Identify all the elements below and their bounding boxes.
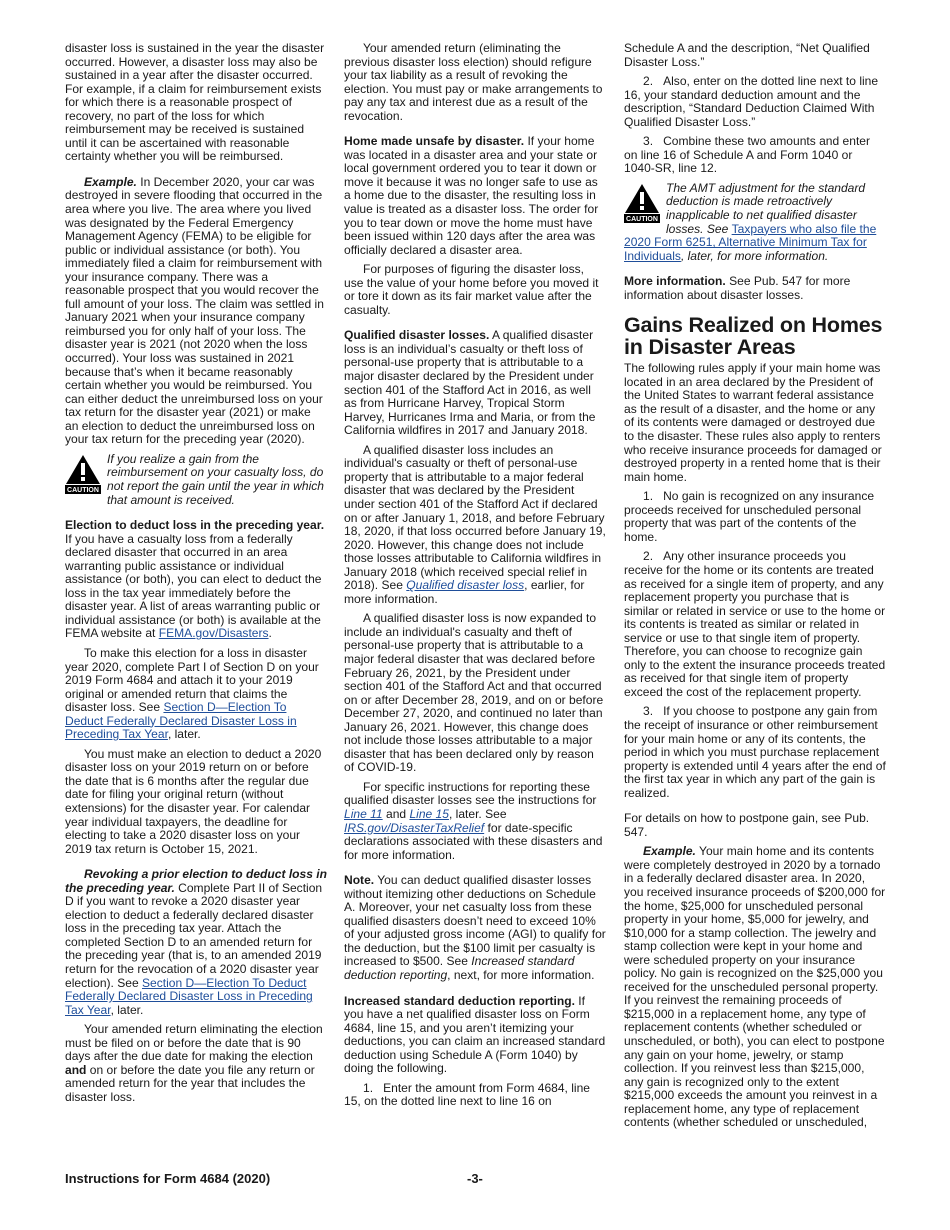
paragraph: You must make an election to deduct a 2020 disaster loss on your 2019 return on or before the date that is 6 months after the regular due date for filing your original return (without extensions) for the disaster year. For calendar year individual taxpayers, the deadline for electing to take a 2020 disaster loss on your 2019 tax return is October 15, 2021. <box>65 746 322 856</box>
caution-icon <box>65 454 101 494</box>
line-11-link[interactable]: Line 11 <box>344 806 383 821</box>
list-item: 2. Any other insurance proceeds you receive for the home or its contents are treated as received for a single item of property, and any replacement property you purchase that is similar or related in service or use to the home or its contents is treated as similar or related in service or use to that single item of property. Therefore, you can choose to recognize gain only to the extent the insurance proceeds treated as received for that single item of property exceed the cost of the replacement property. <box>624 549 886 699</box>
paragraph: The following rules apply if your main home was located in an area declared by the President of the United States to warrant federal assistance as the result of a disaster, and the home or any of its contents were damaged or destroyed due to the disaster. These rules also apply to renters who receive insurance proceeds for damaged or destroyed property in a rented home that is their main home. <box>624 361 882 484</box>
fema-link[interactable]: FEMA.gov/Disasters <box>158 626 269 641</box>
revoke-paragraph: Revoking a prior election to deduct loss in the preceding year. Complete Part II of Section D if you want to revoke a 2020 disaster year election to deduct a federally declared disaster loss in the preceding tax year. Attach the completed Section D to an amended return for the preceding year (that is, to an amended 2019 return for the revocation of a 2020 disaster year election). See Section D—Election To Deduct Federally Declared Disaster Loss in Preceding Tax Year, later. <box>65 867 327 1017</box>
paragraph: disaster loss is sustained in the year the disaster occurred. However, a disaster loss may also be sustained in a year after the disaster occurred. For example, if a claim for reimbursement exists for which there is a reasonable prospect of recovery, no part of the loss for which reimbursement may be received is sustained until it can be ascertained with reasonable certainty whether you will be reimbursed. <box>65 41 325 164</box>
page-number: -3- <box>467 1171 483 1186</box>
caution-note <box>624 182 886 263</box>
section-heading: Gains Realized on Homes in Disaster Areas <box>624 313 883 360</box>
column-2 <box>344 42 606 1115</box>
paragraph: Your amended return eliminating the election must be filed on or before the date that is 90 days after the due date for making the election and on or before the date you file any return or amended return for the year that includes the disaster loss. <box>65 1022 323 1104</box>
section-d-link[interactable]: Section D—Election To Deduct Federally Declared Disaster Loss in Preceding Tax Year <box>65 700 297 742</box>
qualified-disaster-loss-link[interactable]: Qualified disaster loss <box>406 578 525 593</box>
form-6251-link[interactable]: Taxpayers who also file the 2020 Form 6251, Alternative Minimum Tax for Individuals <box>624 221 877 263</box>
caution-icon-label: CAUTION <box>67 487 99 494</box>
paragraph: Your amended return (eliminating the previous disaster loss election) should refigure your tax liability as a result of revoking the election. You must pay or make arrangements to pay any tax and interest due as a result of the revocation. <box>344 41 603 123</box>
caution-icon <box>624 183 660 223</box>
paragraph: For details on how to postpone gain, see Pub. 547. <box>624 811 870 839</box>
paragraph: Schedule A and the description, “Net Qualified Disaster Loss.” <box>624 41 870 69</box>
increased-deduction-heading: Increased standard deduction reporting. <box>344 993 575 1008</box>
note-paragraph: Note. You can deduct qualified disaster losses without itemizing other deductions on Schedule A. Moreover, your net casualty loss from these qualified disasters doesn’t need to exceed 10% of your adjusted gross income (AGI) to qualify for the deduction, but the $100 limit per casualty is increased to $500. See Increased standard deduction reporting, next, for more information. <box>344 873 606 982</box>
column-1 <box>65 42 327 1110</box>
revoke-heading: Revoking a prior election to deduct loss in the preceding year. <box>65 867 327 895</box>
caution-note <box>65 453 327 507</box>
caution-text: The AMT adjustment for the standard deduction is made retroactively inapplicable to net qualified disaster losses. See Taxpayers who also file the 2020 Form 6251, Alternative Minimum Tax for Individuals, later, for more information. <box>624 180 877 263</box>
increased-deduction-paragraph: Increased standard deduction reporting. If you have a net qualified disaster loss on Form 4684, line 15, and you aren’t itemizing your deductions, you can claim an increased standard deduction using Schedule A (Form 1040) by doing the following. <box>344 993 606 1076</box>
home-unsafe-heading: Home made unsafe by disaster. <box>344 134 525 149</box>
paragraph: For purposes of figuring the disaster loss, use the value of your home before you moved it or tore it down as its fair market value after the casualty. <box>344 262 599 317</box>
home-unsafe-paragraph: Home made unsafe by disaster. If your home was located in a disaster area and your state or local government ordered you to tear it down or move it because it was no longer safe to use as a home due to the disaster, the resulting loss in value is treated as a disaster loss. The order for you to tear down or move the home must have been issued within 120 days after the area was officially declared a disaster area. <box>344 134 599 257</box>
more-info-paragraph: More information. See Pub. 547 for more information about disaster losses. <box>624 274 851 302</box>
section-d-link[interactable]: Section D—Election To Deduct Federally Declared Disaster Loss in Preceding Tax Year <box>65 975 313 1017</box>
caution-icon-label: CAUTION <box>626 216 658 223</box>
paragraph: A qualified disaster loss is now expanded to include an individual's casualty and theft of personal-use property that is attributable to a major federal disaster that was declared before February 26, 2021, by the President under section 401 of the Stafford Act and that occurred on or after December 28, 2019, and on or before December 27, 2020, and continued no later than January 26, 2021. However, this change does not include those losses attributable to a major disaster that has been declared only by reason of COVID-19. <box>344 611 604 775</box>
election-paragraph: Election to deduct loss in the preceding year. If you have a casualty loss from a federally declared disaster that occurred in an area warranting public assistance or individual assistance (or both), you can elect to deduct the loss in the tax year immediately before the disaster year. A list of areas warranting public or individual assistance (or both) is available at the FEMA website at FEMA.gov/Disasters. <box>65 518 325 641</box>
footer-title: Instructions for Form 4684 (2020) <box>65 1171 271 1186</box>
list-item: 3. If you choose to postpone any gain from the receipt of insurance or other reimbursement for your main home or any of its contents, the period in which you must purchase replacement property is extended until 4 years after the end of the first tax year in which any part of the gain is realized. <box>624 704 886 800</box>
qualified-paragraph: Qualified disaster losses. A qualified disaster loss is an individual’s casualty or theft loss of personal-use property that is attributable to a major disaster declared by the President under section 401 of the Stafford Act in 2016, as well as from Hurricane Harvey, Tropical Storm Harvey, Hurricanes Irma and Maria, or from the California wildfires in 2017 and January 2018. <box>344 328 596 438</box>
list-item: 1. Enter the amount from Form 4684, line 15, on the dotted line next to line 16 on <box>344 1080 590 1109</box>
example-label: Example. <box>643 844 696 859</box>
example-paragraph: Example. Your main home and its contents were completely destroyed in 2020 by a tornado in a federally declared disaster area. In 2020, you received insurance proceeds of $200,000 for the home, $25,000 for unscheduled personal property in your home, $5,000 for jewelry, and $10,000 for a stamp collection. The jewelry and stamp collection were kept in your home and were scheduled property on your insurance policy. No gain is recognized on the $25,000 you received for the unscheduled personal property. If you reinvest the remaining proceeds of $215,000 in a replacement home, any type of replacement contents (whether scheduled or unscheduled, or both), you can elect to postpone any gain on your home, jewelry, or stamp collection. If you reinvest less than $215,000, any gain is recognized only to the extent $215,000 exceeds the amount you reinvest in a replacement home, any type of replacement contents (whether scheduled or unscheduled, <box>624 844 886 1130</box>
qualified-heading: Qualified disaster losses. <box>344 328 490 343</box>
list-item: 3. Combine these two amounts and enter on line 16 of Schedule A and Form 1040 or 1040-SR, line 12. <box>624 134 871 176</box>
caution-text: If you realize a gain from the reimbursement on your casualty loss, do not report the gain until the year in which that amount is received. <box>107 451 324 507</box>
election-heading: Election to deduct loss in the preceding year. <box>65 518 325 533</box>
paragraph: For specific instructions for reporting these qualified disaster losses see the instructions for Line 11 and Line 15, later. See IRS.gov/DisasterTaxRelief for date-specific declarations associated with these disasters and for more information. <box>344 779 603 862</box>
disaster-tax-relief-link[interactable]: IRS.gov/DisasterTaxRelief <box>344 820 485 835</box>
list-item: 2. Also, enter on the dotted line next to line 16, your standard deduction amount and the description, “Standard Deduction Claimed With Qualified Disaster Loss.” <box>624 74 879 129</box>
example-label: Example. <box>84 174 137 189</box>
line-15-link[interactable]: Line 15 <box>409 806 449 821</box>
list-item: 1. No gain is recognized on any insurance proceeds received for unscheduled personal property that was part of the contents of the home. <box>624 489 875 544</box>
column-3 <box>624 42 886 1136</box>
note-heading: Note. <box>344 873 375 888</box>
example-paragraph: Example. In December 2020, your car was destroyed in severe flooding that occurred in the area where you live. The area where you lived was designated by the Federal Emergency Management Agency (FEMA) to be eligible for public or individual assistance (or both). You immediately filed a claim for reimbursement with your insurance company. There was a reasonable prospect that you would recover the full amount of your loss. The claim was settled in January 2021 when your insurance company reimbursed you for only half of your loss. The disaster year is 2021 (not 2020 when the loss occurred). Your loss was sustained in 2021 because that’s when it became reasonably certain whether you would be reimbursed. You can either deduct the unreimbursed loss on your tax return for the disaster year (2021) or make an election to deduct the unreimbursed loss on your tax return for the preceding year (2020). <box>65 174 324 447</box>
paragraph: A qualified disaster loss includes an individual's casualty or theft of personal-use property that is attributable to a major federal disaster that was declared by the President under section 401 of the Stafford Act if declared on or after January 1, 2018, and before February 18, 2020, if that loss occurred before January 19, 2020. However, this change does not include those losses attributable to California wildfires in January 2018 (which received special relief in 2018). See Qualified disaster loss, earlier, for more information. <box>344 442 606 606</box>
more-info-heading: More information. <box>624 274 726 289</box>
paragraph: To make this election for a loss in disaster year 2020, complete Part I of Section D on your 2019 Form 4684 and attach it to your 2019 original or amended return that claims the disaster loss. See Section D—Election To Deduct Federally Declared Disaster Loss in Preceding Tax Year, later. <box>65 645 319 742</box>
